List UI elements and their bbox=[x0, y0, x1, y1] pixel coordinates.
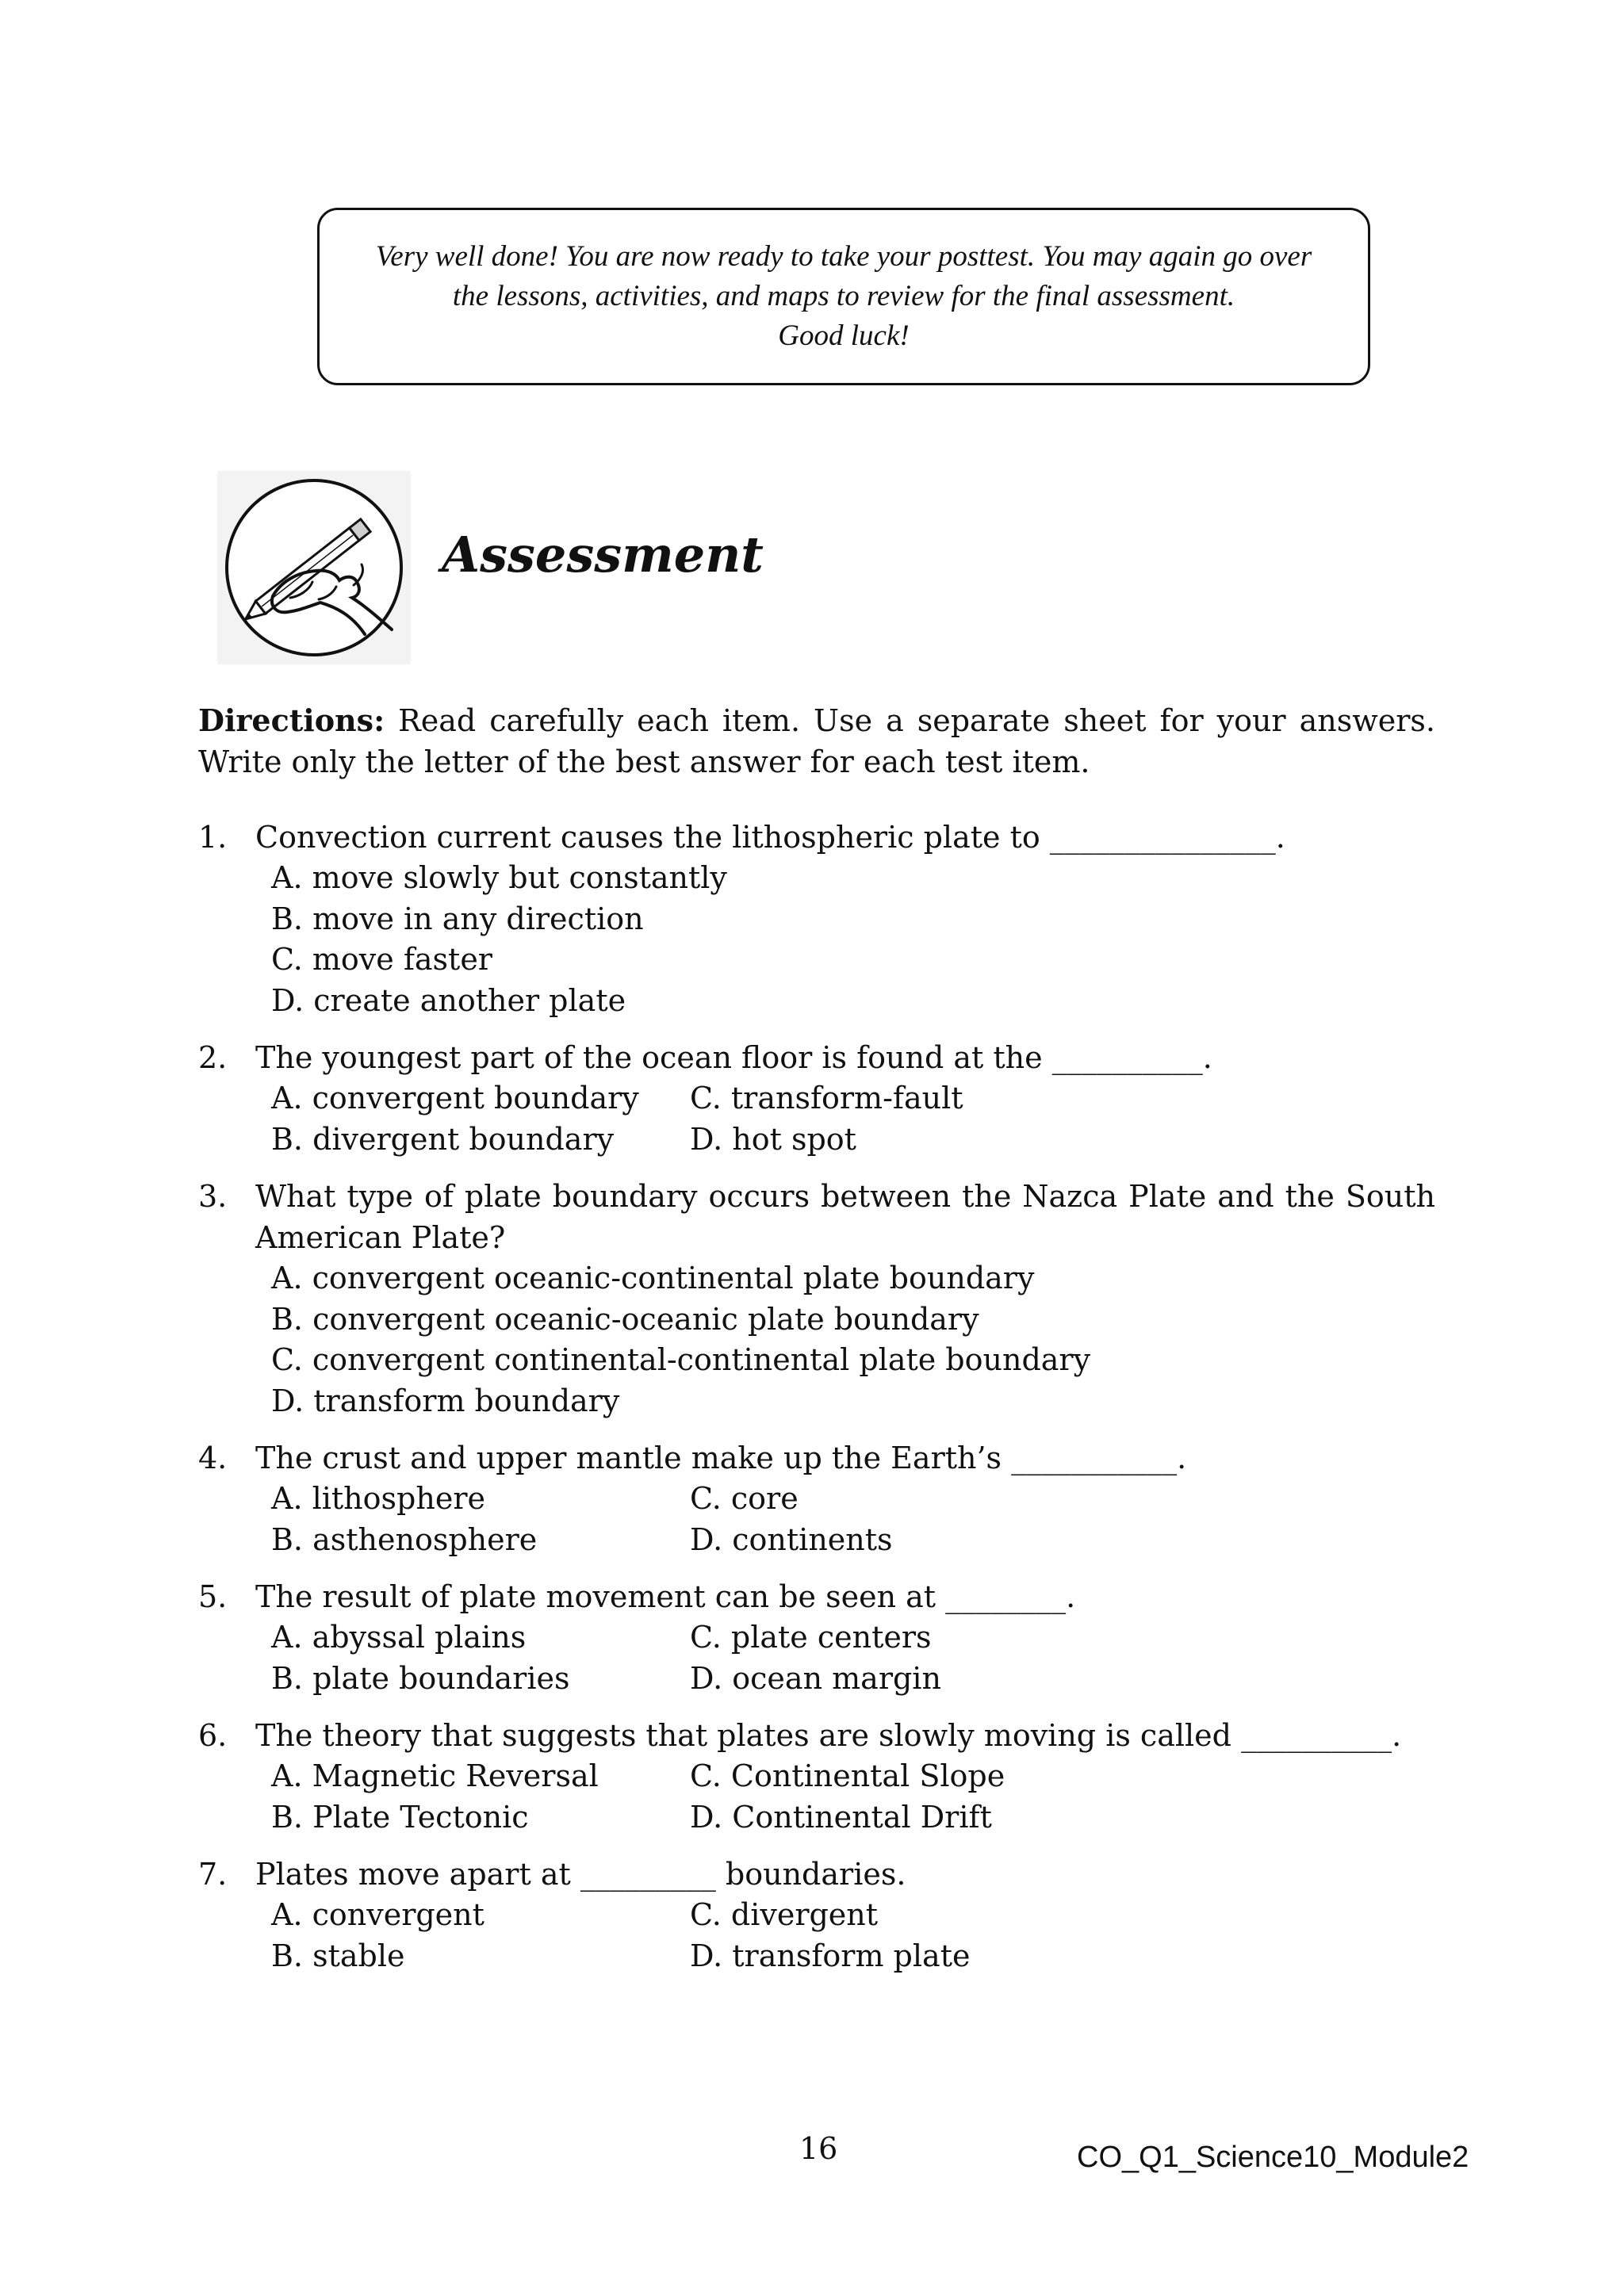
option-a: A. move slowly but constantly bbox=[271, 860, 727, 895]
option-b: B. divergent boundary bbox=[271, 1121, 615, 1157]
option-d: D. Continental Drift bbox=[690, 1799, 992, 1835]
page-number: 16 bbox=[799, 2131, 838, 2166]
question-text: Convection current causes the lithospheric plate to _______________. bbox=[255, 820, 1285, 855]
question-number: 4. bbox=[198, 1441, 228, 1475]
option-a: A. abyssal plains bbox=[271, 1620, 527, 1655]
option-a: A. convergent oceanic-continental plate boundary bbox=[271, 1261, 1035, 1295]
question-5 bbox=[198, 1576, 1435, 1699]
note-line-2: the lessons, activities, and maps to review for the final assessment. bbox=[452, 280, 1235, 312]
note-line-3: Good luck! bbox=[778, 320, 910, 352]
option-d: D. continents bbox=[690, 1521, 893, 1557]
directions bbox=[198, 700, 1435, 783]
directions-label: Directions: bbox=[198, 702, 385, 738]
question-6 bbox=[198, 1715, 1435, 1838]
option-b: B. stable bbox=[271, 1938, 405, 1973]
option-c: C. move faster bbox=[271, 942, 492, 977]
option-b: B. asthenosphere bbox=[271, 1521, 538, 1557]
note-line-1: Very well done! You are now ready to take your posttest. You may again go over bbox=[375, 240, 1312, 273]
option-d: D. transform plate bbox=[690, 1938, 971, 1973]
question-number: 1. bbox=[198, 820, 228, 855]
question-number: 5. bbox=[198, 1579, 228, 1614]
option-d: D. create another plate bbox=[271, 982, 626, 1018]
question-number: 6. bbox=[198, 1718, 228, 1753]
option-c: C. convergent continental-continental plate boundary bbox=[271, 1342, 1091, 1377]
option-b: B. move in any direction bbox=[271, 901, 644, 936]
option-a: A. convergent boundary bbox=[271, 1081, 639, 1115]
question-number: 3. bbox=[198, 1179, 228, 1214]
question-2 bbox=[198, 1037, 1435, 1160]
directions-text: Read carefully each item. Use a separate sheet for your answers. Write only the letter of the best answer for each test item. bbox=[198, 703, 1435, 779]
question-text: The crust and upper mantle make up the Earth’s ___________. bbox=[255, 1441, 1187, 1475]
option-a: A. convergent bbox=[271, 1897, 485, 1932]
module-code: CO_Q1_Science10_Module2 bbox=[1077, 2141, 1469, 2174]
option-b: B. plate boundaries bbox=[271, 1660, 570, 1696]
question-text: What type of plate boundary occurs between the Nazca Plate and the South American Plate? bbox=[255, 1179, 1435, 1255]
question-list bbox=[198, 817, 1435, 1992]
option-c: C. transform-fault bbox=[690, 1081, 963, 1115]
question-7 bbox=[198, 1854, 1435, 1976]
question-text: The result of plate movement can be seen at ________. bbox=[255, 1579, 1076, 1614]
option-b: B. Plate Tectonic bbox=[271, 1799, 529, 1835]
hand-writing-pencil-icon bbox=[217, 471, 411, 664]
question-1 bbox=[198, 817, 1435, 1021]
option-c: C. core bbox=[690, 1481, 799, 1516]
question-3 bbox=[198, 1176, 1435, 1422]
option-c: C. divergent bbox=[690, 1897, 879, 1932]
option-a: A. Magnetic Reversal bbox=[271, 1758, 599, 1793]
question-text: Plates move apart at _________ boundaries. bbox=[255, 1857, 906, 1892]
question-text: The theory that suggests that plates are slowly moving is called __________. bbox=[255, 1718, 1402, 1753]
question-number: 7. bbox=[198, 1857, 228, 1892]
option-d: D. ocean margin bbox=[690, 1660, 941, 1696]
question-number: 2. bbox=[198, 1040, 228, 1075]
option-a: A. lithosphere bbox=[271, 1481, 485, 1516]
question-text: The youngest part of the ocean floor is found at the __________. bbox=[255, 1040, 1212, 1075]
option-d: D. hot spot bbox=[690, 1121, 856, 1157]
option-d: D. transform boundary bbox=[271, 1383, 620, 1418]
option-c: C. plate centers bbox=[690, 1620, 932, 1655]
question-4 bbox=[198, 1437, 1435, 1560]
option-c: C. Continental Slope bbox=[690, 1758, 1005, 1793]
section-title: Assessment bbox=[442, 526, 764, 584]
encouragement-note-box bbox=[317, 208, 1370, 385]
option-b: B. convergent oceanic-oceanic plate boundary bbox=[271, 1301, 979, 1337]
